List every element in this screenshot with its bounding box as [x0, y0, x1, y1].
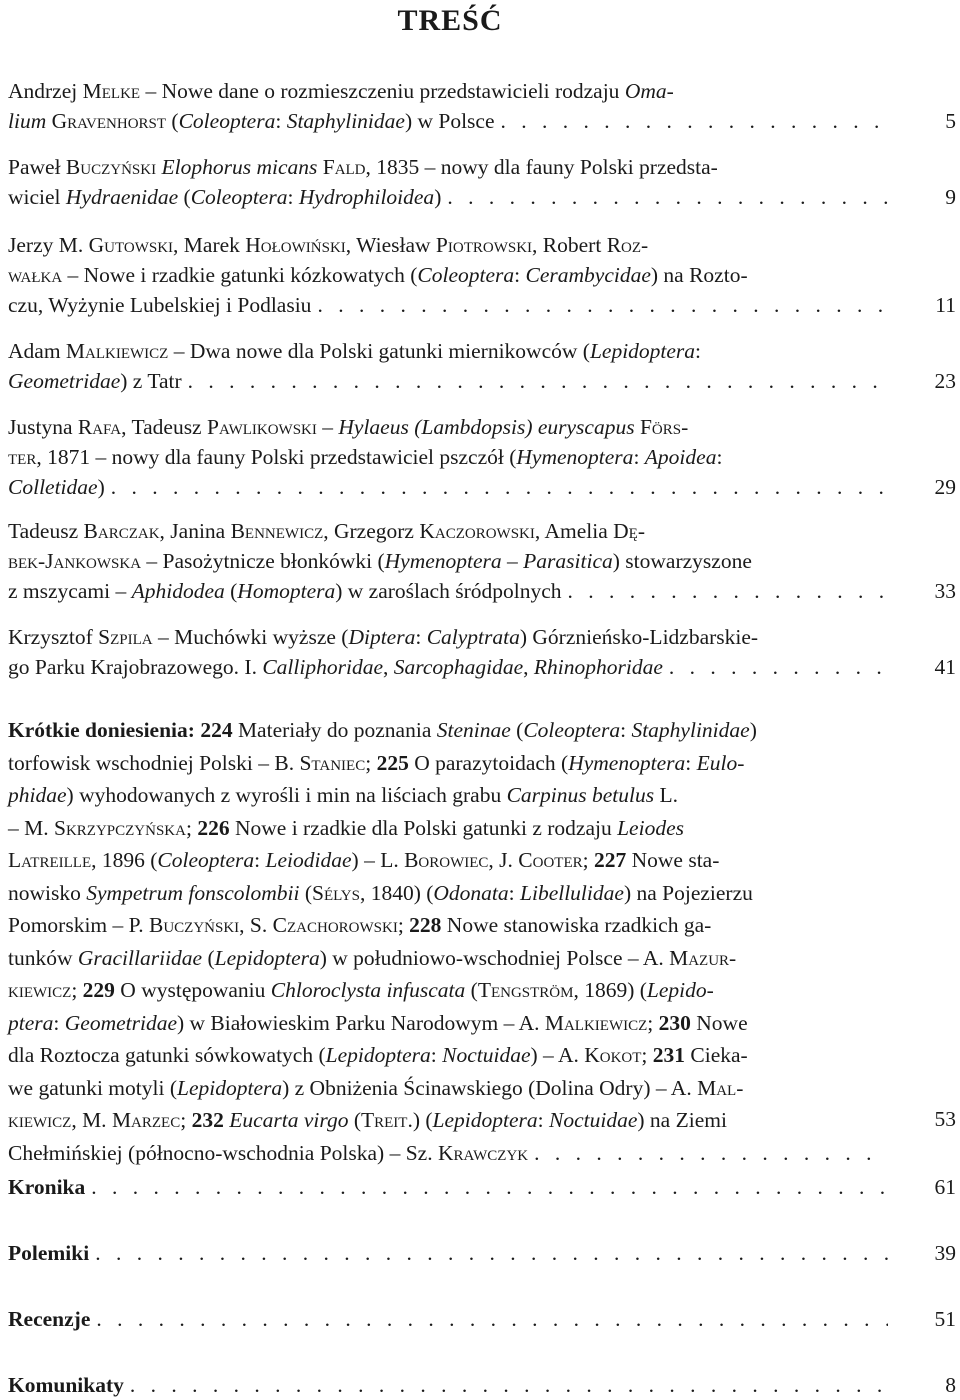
section-entry-kronika[interactable]: [8, 1172, 888, 1202]
page-number: 5: [945, 109, 956, 133]
toc-entry[interactable]: [8, 76, 888, 136]
page-title: TREŚĆ: [397, 4, 503, 37]
entry-text: Adam Malkiewicz – Dwa nowe dla Polski gatunki miernikowców (Lepidoptera:: [8, 339, 702, 363]
entry-text: go Parku Krajobrazowego. I. Calliphoridae, Sarcophagidae, Rhinophoridae . . .: [8, 652, 888, 682]
entry-text: Chełmińskiej (północno-wschodnia Polska) – Sz. Krawczyk . . .: [8, 1137, 888, 1170]
entry-text: Krótkie doniesienia: 224 Materiały do poznania Steninae (Coleoptera: Staphylinidae): [8, 718, 757, 742]
toc-entry[interactable]: [8, 516, 888, 606]
toc-entry[interactable]: [8, 336, 888, 396]
page-number: 23: [934, 369, 956, 393]
page-number: 9: [945, 185, 956, 209]
entry-text: Pomorskim – P. Buczyński, S. Czachorowski; 228 Nowe stanowiska rzadkich ga-: [8, 913, 712, 937]
entry-text: czu, Wyżynie Lubelskiej i Podlasiu . . .: [8, 290, 888, 320]
page-number: 33: [934, 579, 956, 603]
section-entry-recenzje[interactable]: [8, 1304, 888, 1334]
entry-text: bek-Jankowska – Pasożytnicze błonkówki (Hymenoptera – Parasitica) stowarzyszone: [8, 549, 752, 573]
entry-text: z mszycami – Aphidodea (Homoptera) w zaroślach śródpolnych . . .: [8, 576, 888, 606]
entry-text: we gatunki motyli (Lepidoptera) z Obniżenia Ścinawskiego (Dolina Odry) – A. Mal-: [8, 1075, 744, 1100]
entry-text: Krzysztof Szpila – Muchówki wyższe (Diptera: Calyptrata) Górznieńsko-Lidzbarskie-: [8, 625, 759, 649]
entry-text: Justyna Rafa, Tadeusz Pawlikowski – Hylaeus (Lambdopsis) euryscapus Förs-: [8, 415, 689, 439]
page-number: 51: [934, 1307, 956, 1331]
entry-text: Geometridae) z Tatr . . .: [8, 366, 888, 396]
page-number: 29: [934, 475, 956, 499]
page-number: 11: [935, 293, 956, 317]
entry-text: Latreille, 1896 (Coleoptera: Leiodidae) – L. Borowiec, J. Cooter; 227 Nowe sta-: [8, 848, 720, 872]
entry-text: nowisko Sympetrum fonscolombii (Sélys, 1840) (Odonata: Libellulidae) na Pojezierzu: [8, 880, 753, 905]
entry-text: Paweł Buczyński Elophorus micans Fald, 1835 – nowy dla fauny Polski przedsta-: [8, 155, 718, 179]
entry-text: wałka – Nowe i rzadkie gatunki kózkowatych (Coleoptera: Cerambycidae) na Rozto-: [8, 263, 748, 287]
section-label: Kronika: [8, 1175, 86, 1199]
section-label: Komunikaty: [8, 1373, 124, 1397]
toc-entry[interactable]: [8, 412, 888, 502]
toc-entry[interactable]: [8, 230, 888, 320]
entry-text: Jerzy M. Gutowski, Marek Hołowiński, Wiesław Piotrowski, Robert Roz-: [8, 233, 649, 257]
entry-text: wiciel Hydraenidae (Coleoptera: Hydrophiloidea) . . .: [8, 182, 888, 212]
entry-text: kiewicz; 229 O występowaniu Chloroclysta infuscata (Tengström, 1869) (Lepido-: [8, 978, 714, 1002]
entry-text: ter, 1871 – nowy dla fauny Polski przedstawiciel pszczół (Hymenoptera: Apoidea:: [8, 445, 723, 469]
entry-text: phidae) wyhodowanych z wyrośli i min na liściach grabu Carpinus betulus L.: [8, 783, 678, 807]
section-label: Recenzje: [8, 1307, 91, 1331]
entry-text: kiewicz, M. Marzec; 232 Eucarta virgo (Treit.) (Lepidoptera: Noctuidae) na Ziemi: [8, 1108, 727, 1132]
entry-text: Tadeusz Barczak, Janina Bennewicz, Grzegorz Kaczorowski, Amelia Dę-: [8, 519, 645, 543]
toc-entry[interactable]: [8, 152, 888, 212]
section-entry-polemiki[interactable]: [8, 1238, 888, 1268]
page-number: 53: [934, 1107, 956, 1131]
page-number: 61: [934, 1175, 956, 1199]
entry-text: torfowisk wschodniej Polski – B. Staniec; 225 O parazytoidach (Hymenoptera: Eulo-: [8, 750, 745, 775]
entry-text: Colletidae) . . .: [8, 472, 888, 502]
entry-text: – M. Skrzypczyńska; 226 Nowe i rzadkie dla Polski gatunki z rodzaju Leiodes: [8, 815, 684, 840]
entry-text: dla Roztocza gatunki sówkowatych (Lepidoptera: Noctuidae) – A. Kokot; 231 Cieka-: [8, 1043, 748, 1067]
short-notes-entry[interactable]: [8, 714, 888, 1169]
page-number: 8: [945, 1373, 956, 1397]
entry-text: tunków Gracillariidae (Lepidoptera) w południowo-wschodniej Polsce – A. Mazur-: [8, 945, 737, 970]
page-number: 39: [934, 1241, 956, 1265]
entry-text: lium Gravenhorst (Coleoptera: Staphylinidae) w Polsce . . .: [8, 106, 888, 136]
entry-text: Andrzej Melke – Nowe dane o rozmieszczeniu przedstawicieli rodzaju Oma-: [8, 79, 674, 103]
page-number: 41: [934, 655, 956, 679]
entry-text: ptera: Geometridae) w Białowieskim Parku Narodowym – A. Malkiewicz; 230 Nowe: [8, 1010, 748, 1035]
section-entry-komunikaty[interactable]: [8, 1370, 888, 1400]
toc-entry[interactable]: [8, 622, 888, 682]
section-label: Polemiki: [8, 1241, 90, 1265]
